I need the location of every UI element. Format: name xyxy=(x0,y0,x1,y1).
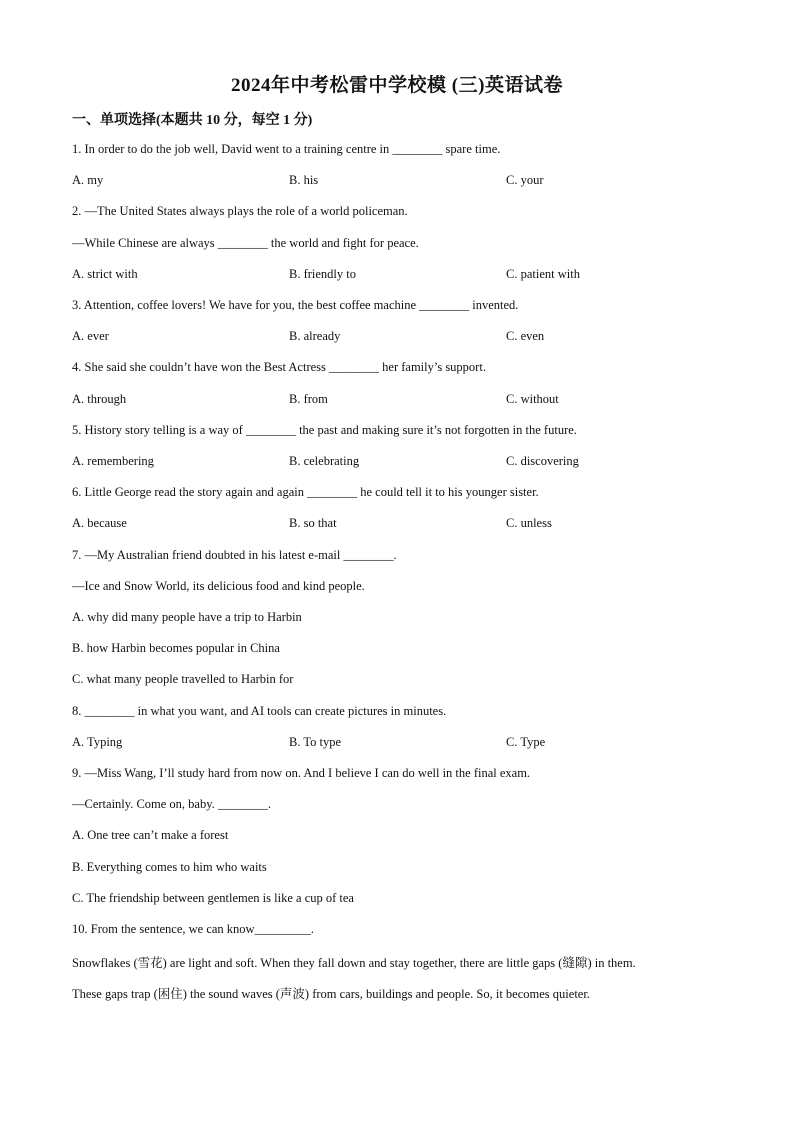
question-4-stem: 4. She said she couldn’t have won the Best Actress ________ her family’s support. xyxy=(72,360,486,374)
question-1-stem: 1. In order to do the job well, David went to a training centre in ________ spare time. xyxy=(72,142,501,156)
question-9-option-a[interactable]: A. One tree can’t make a forest xyxy=(72,828,229,842)
question-7-option-a[interactable]: A. why did many people have a trip to Harbin xyxy=(72,610,302,624)
question-4-option-c[interactable]: C. without xyxy=(506,392,559,406)
question-3-option-a[interactable]: A. ever xyxy=(72,329,109,343)
question-2-stem: 2. —The United States always plays the role of a world policeman. xyxy=(72,204,408,218)
question-3-option-b[interactable]: B. already xyxy=(289,329,341,343)
question-9-stem-reply: —Certainly. Come on, baby. ________. xyxy=(72,797,272,811)
question-8-option-a[interactable]: A. Typing xyxy=(72,735,123,749)
question-9-stem: 9. —Miss Wang, I’ll study hard from now on. And I believe I can do well in the final exam. xyxy=(72,766,531,780)
question-8-option-c[interactable]: C. Type xyxy=(506,735,546,749)
question-7-stem: 7. —My Australian friend doubted in his latest e-mail ________. xyxy=(72,548,397,562)
question-1-option-b[interactable]: B. his xyxy=(289,173,319,187)
question-1-option-c[interactable]: C. your xyxy=(506,173,544,187)
question-6-stem: 6. Little George read the story again and again ________ he could tell it to his younger sister. xyxy=(72,485,539,499)
question-10-stem: 10. From the sentence, we can know_________. xyxy=(72,922,314,936)
question-4-option-a[interactable]: A. through xyxy=(72,392,127,406)
question-5-option-c[interactable]: C. discovering xyxy=(506,454,579,468)
question-10-passage-line-1: Snowflakes (雪花) are light and soft. When they fall down and stay together, there are little gaps (缝隙) in them. xyxy=(72,956,636,970)
question-1-option-a[interactable]: A. my xyxy=(72,173,104,187)
page-title: 2024年中考松雷中学校模 (三)英语试卷 xyxy=(231,75,563,96)
question-7-stem-reply: —Ice and Snow World, its delicious food and kind people. xyxy=(72,579,365,593)
question-8-option-b[interactable]: B. To type xyxy=(289,735,342,749)
question-2-stem-reply: —While Chinese are always ________ the world and fight for peace. xyxy=(72,236,419,250)
question-9-option-c[interactable]: C. The friendship between gentlemen is like a cup of tea xyxy=(72,891,354,905)
question-7-option-c[interactable]: C. what many people travelled to Harbin for xyxy=(72,672,294,686)
question-5-stem: 5. History story telling is a way of ________ the past and making sure it’s not forgotten in the future. xyxy=(72,423,577,437)
question-4-option-b[interactable]: B. from xyxy=(289,392,328,406)
section-heading: 一、单项选择(本题共 10 分，每空 1 分) xyxy=(72,113,313,128)
question-5-option-a[interactable]: A. remembering xyxy=(72,454,154,468)
question-5-option-b[interactable]: B. celebrating xyxy=(289,454,360,468)
question-3-option-c[interactable]: C. even xyxy=(506,329,545,343)
question-6-option-b[interactable]: B. so that xyxy=(289,516,337,530)
question-2-option-a[interactable]: A. strict with xyxy=(72,267,138,281)
question-10-passage-line-2: These gaps trap (困住) the sound waves (声波) from cars, buildings and people. So, it becomes quieter. xyxy=(72,987,590,1001)
question-2-option-b[interactable]: B. friendly to xyxy=(289,267,357,281)
question-3-stem: 3. Attention, coffee lovers! We have for you, the best coffee machine ________ invented. xyxy=(72,298,519,312)
question-8-stem: 8. ________ in what you want, and AI tools can create pictures in minutes. xyxy=(72,704,447,718)
question-6-option-c[interactable]: C. unless xyxy=(506,516,552,530)
question-7-option-b[interactable]: B. how Harbin becomes popular in China xyxy=(72,641,280,655)
question-2-option-c[interactable]: C. patient with xyxy=(506,267,580,281)
question-6-option-a[interactable]: A. because xyxy=(72,516,127,530)
question-9-option-b[interactable]: B. Everything comes to him who waits xyxy=(72,860,267,874)
